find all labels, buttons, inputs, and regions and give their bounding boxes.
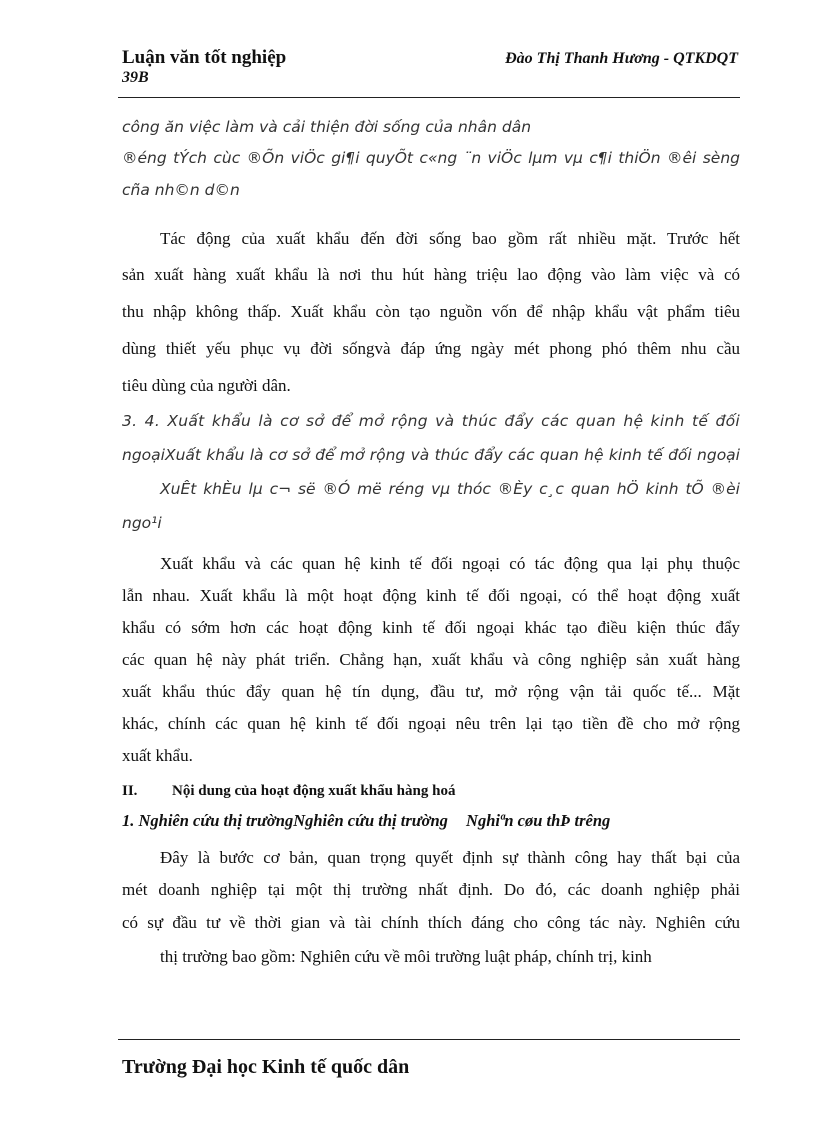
section-heading-line: XuÊt khÈu lµ c¬ së ®Ó më réng vµ thóc ®Èy c¸c quan hÖ kinh tÕ ®èi <box>160 480 740 498</box>
footer-text: Trường Đại học Kinh tế quốc dân <box>122 1056 410 1078</box>
paragraph-line: Đây là bước cơ bản, quan trọng quyết định sự thành công hay thất bại của <box>160 848 740 867</box>
subsection-heading <box>122 806 740 836</box>
paragraph-line: Xuất khẩu và các quan hệ kinh tế đối ngoại có tác động qua lại phụ thuộc <box>160 554 740 573</box>
paragraph-line: xuất khẩu. <box>122 746 193 765</box>
paragraph-line: tiêu dùng của người dân. <box>122 376 291 395</box>
paragraph-line: khác, chính các quan hệ kinh tế đối ngoại nêu trên lại tạo tiền đề cho mở rộng <box>122 714 740 733</box>
footer-rule <box>118 1039 740 1040</box>
paragraph-line: dùng thiết yếu phục vụ đời sốngvà đáp ứng ngày mét phong phó thêm nhu cầu <box>122 339 740 358</box>
section-heading-line: 3. 4. Xuất khẩu là cơ sở để mở rộng và thúc đẩy các quan hệ kinh tế đối <box>122 412 740 430</box>
paragraph-line: ®éng tÝch cùc ®Õn viÖc gi¶i quyÕt c«ng ¨n viÖc lµm vµ c¶i thiÖn ®êi sèng <box>122 149 740 167</box>
paragraph-line: các quan hệ này phát triển. Chẳng hạn, xuất khẩu và công nghiệp sản xuất hàng <box>122 650 740 669</box>
paragraph-line: khẩu có sớm hơn các hoạt động kinh tế đối ngoại khác tạo điều kiện thúc đẩy <box>122 618 740 637</box>
section-heading-line: ngo¹i <box>122 514 162 532</box>
paragraph-line: lẫn nhau. Xuất khẩu là một hoạt động kinh tế đối ngoại, có thể hoạt động xuất <box>122 586 740 605</box>
body-content <box>122 112 740 975</box>
header-left <box>122 47 286 87</box>
section-heading <box>122 776 740 806</box>
paragraph-line: cña nh©n d©n <box>122 181 240 199</box>
paragraph-line: có sự đầu tư về thời gian và tài chính thích đáng cho công tác này. Nghiên cứu <box>122 913 740 932</box>
header-rule <box>118 97 740 98</box>
paragraph-line: thu nhập không thấp. Xuất khẩu còn tạo nguồn vốn để nhập khẩu vật phẩm tiêu <box>122 302 740 321</box>
paragraph-line: sản xuất hàng xuất khẩu là nơi thu hút hàng triệu lao động vào làm việc và có <box>122 265 740 284</box>
class-code: 39B <box>122 69 149 86</box>
paragraph-line: mét doanh nghiệp tại một thị trường nhất định. Do đó, các doanh nghiệp phải <box>122 880 740 899</box>
section-heading-line: ngoạiXuất khẩu là cơ sở để mở rộng và thúc đẩy các quan hệ kinh tế đối ngoại <box>122 446 740 464</box>
text-run: công ăn việc làm và cải thiện đời sống của nhân dân <box>122 118 532 136</box>
subsection-title-garbled: Nghiªn cøu thÞ trêng <box>466 811 611 830</box>
section-title: Nội dung của hoạt động xuất khẩu hàng hoá <box>172 783 456 799</box>
author-line: Đào Thị Thanh Hương - QTKDQT <box>505 50 738 67</box>
paragraph-line: thị trường bao gồm: Nghiên cứu về môi trường luật pháp, chính trị, kinh <box>160 947 652 966</box>
section-number: II. <box>122 783 138 799</box>
paragraph-line: xuất khẩu thúc đẩy quan hệ tín dụng, đầu tư, mở rộng vận tải quốc tế... Mặt <box>122 682 740 701</box>
paragraph-line <box>122 112 740 142</box>
paragraph-line: Tác động của xuất khẩu đến đời sống bao gồm rất nhiều mặt. Trước hết <box>160 229 740 248</box>
thesis-title: Luận văn tốt nghiệp <box>122 47 287 68</box>
subsection-title: 1. Nghiên cứu thị trườngNghiên cứu thị trường <box>122 811 448 830</box>
